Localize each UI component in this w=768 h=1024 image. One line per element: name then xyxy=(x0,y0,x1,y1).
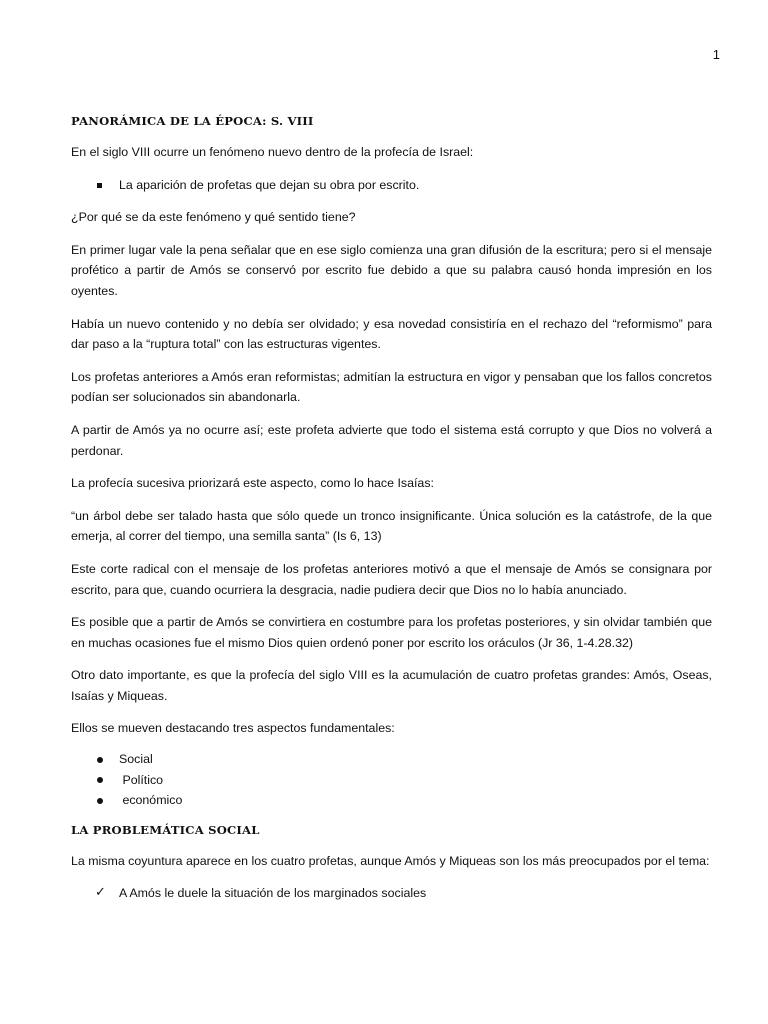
list-item xyxy=(71,175,712,196)
quotation-paragraph: “un árbol debe ser talado hasta que sólo quede un tronco insignificante. Única solución es la catástrofe, de la que emerja, al correr del tiempo, una semilla santa” (Is 6, 13) xyxy=(71,508,712,544)
paragraph: En el siglo VIII ocurre un fenómeno nuevo dentro de la profecía de Israel: xyxy=(71,145,474,159)
list-item xyxy=(71,883,712,904)
paragraph: La profecía sucesiva priorizará este aspecto, como lo hace Isaías: xyxy=(71,476,434,491)
section-heading-problematica-social: LA PROBLEMÁTICA SOCIAL xyxy=(71,822,260,837)
paragraph: Ellos se mueven destacando tres aspectos fundamentales: xyxy=(71,721,395,736)
page-number: 1 xyxy=(712,47,720,62)
document-body xyxy=(71,112,712,916)
list-item xyxy=(71,790,712,811)
list-item-text: Social xyxy=(119,752,153,767)
paragraph: A partir de Amós ya no ocurre así; este profeta advierte que todo el sistema está corrupto y que Dios no volverá a perdonar. xyxy=(71,422,712,458)
list-item-text: económico xyxy=(119,793,183,808)
paragraph: Otro dato importante, es que la profecía del siglo VIII es la acumulación de cuatro profetas grandes: Amós, Oseas, Isaías y Miqueas. xyxy=(71,668,712,703)
paragraph: Es posible que a partir de Amós se convirtiera en costumbre para los profetas posteriores, y sin olvidar también que en muchas ocasiones fue el mismo Dios quien ordenó poner por escrito los oráculos (Jr 36, 1-4.28.32) xyxy=(71,615,712,650)
paragraph: Había un nuevo contenido y no debía ser olvidado; y esa novedad consistiría en el rechazo del “reformismo” para dar paso a la “ruptura total” con las estructuras vigentes. xyxy=(71,316,712,352)
list-item xyxy=(71,749,712,770)
square-bullet-list xyxy=(71,175,712,196)
paragraph: Los profetas anteriores a Amós eran reformistas; admitían la estructura en vigor y pensaban que los fallos concretos podían ser solucionados sin abandonarla. xyxy=(71,369,712,405)
list-item-text: A Amós le duele la situación de los marginados sociales xyxy=(119,886,427,901)
round-bullet-list xyxy=(71,749,712,811)
checkmark-bullet-list xyxy=(71,883,712,904)
checkmark-glyph: ✓ xyxy=(95,885,106,901)
list-item-text: La aparición de profetas que dejan su obra por escrito. xyxy=(119,177,420,192)
paragraph: Este corte radical con el mensaje de los profetas anteriores motivó a que el mensaje de Amós se consignara por escrito, para que, cuando ocurriera la desgracia, nadie pudiera decir que Dios no lo había anunciado. xyxy=(71,561,712,597)
paragraph: La misma coyuntura aparece en los cuatro profetas, aunque Amós y Miqueas son los más preocupados por el tema: xyxy=(71,853,710,868)
list-item-text: Político xyxy=(119,772,164,787)
list-item xyxy=(71,770,712,791)
paragraph: En primer lugar vale la pena señalar que en ese siglo comienza una gran difusión de la escritura; pero si el mensaje profético a partir de Amós se conservó por escrito fue debido a que su palabra causó honda impresión en los oyentes. xyxy=(71,242,712,298)
paragraph: ¿Por qué se da este fenómeno y qué sentido tiene? xyxy=(71,210,356,225)
section-heading-panoramica: PANORÁMICA DE LA ÉPOCA: S. VIII xyxy=(71,114,314,128)
